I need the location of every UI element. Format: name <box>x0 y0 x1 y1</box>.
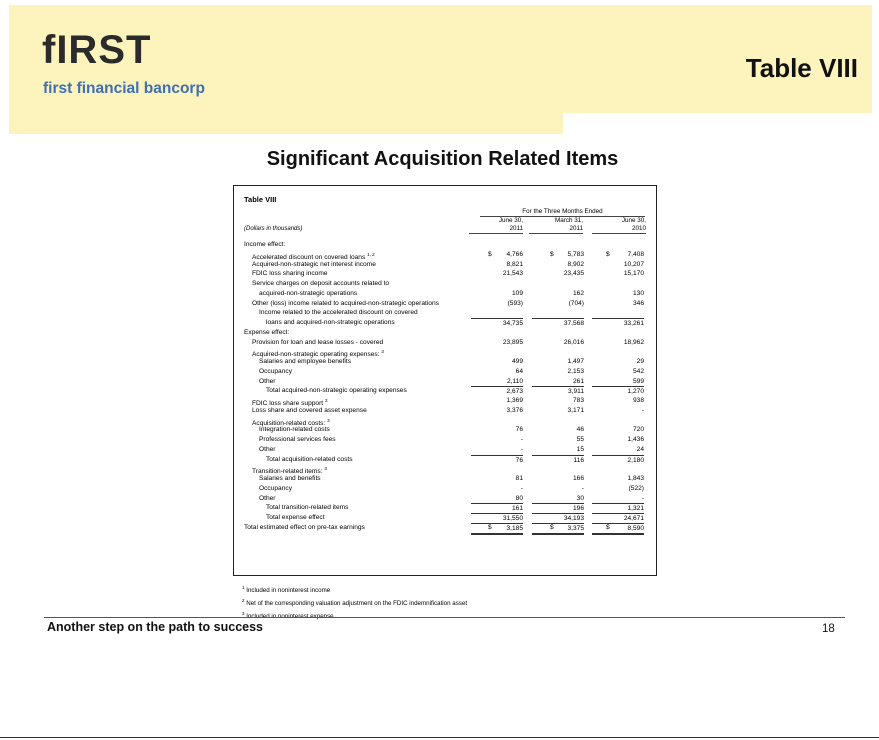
table-cell: 2,673 <box>471 386 523 396</box>
table-cell: 37,568 <box>532 318 584 328</box>
table-cell: 55 <box>576 436 584 443</box>
table-cell: - <box>520 484 523 492</box>
table-cell: 29 <box>636 358 644 365</box>
table-cell: 166 <box>572 475 584 482</box>
footnote-marker: 3 <box>324 398 328 403</box>
units-label: (Dollars in thousands) <box>244 226 303 232</box>
table-row <box>234 279 656 288</box>
table-cell: 783 <box>572 397 584 404</box>
table-cell: 3,375 <box>532 523 584 535</box>
table-cell: 10,207 <box>623 260 644 268</box>
footnote-marker: 3 <box>381 349 384 355</box>
row-label: FDIC loss sharing income <box>252 270 328 278</box>
table-cell: 3,185 <box>471 523 523 535</box>
table-cell: 542 <box>632 367 644 375</box>
currency-symbol: $ <box>606 250 610 258</box>
table-cell: 109 <box>511 289 523 297</box>
table-cell: 161 <box>471 503 523 513</box>
table-row <box>234 416 656 425</box>
row-label: Acquisition-related costs: $^3$ <box>252 417 330 427</box>
table-cell: - <box>520 436 523 443</box>
table-cell: 3,376 <box>506 406 523 414</box>
table-cell: 80 <box>515 494 523 502</box>
table-row <box>234 464 656 476</box>
row-label: Total transition-related items <box>266 504 349 512</box>
column-date: March 31, <box>555 217 583 224</box>
slide-heading: Significant Acquisition Related Items <box>266 148 619 170</box>
table-row <box>234 299 656 308</box>
table-cell: 1,321 <box>592 503 644 513</box>
row-label: Acquired-non-strategic operating expenses: $^3$ <box>252 349 384 359</box>
table-cell: 34,193 <box>532 513 584 523</box>
table-cell: 938 <box>632 397 644 404</box>
footnote-marker: 3 <box>324 466 327 472</box>
row-label: Occupancy <box>259 484 292 492</box>
table-cell: 7,408 <box>627 250 644 258</box>
period-header: For the Three Months Ended <box>480 208 645 217</box>
currency-symbol: $ <box>488 523 492 531</box>
table-cell: 76 <box>515 426 523 434</box>
table-row <box>234 367 656 376</box>
table-row <box>234 523 656 532</box>
currency-symbol: $ <box>606 523 610 531</box>
row-label: FDIC loss share support $^3$ <box>252 398 328 407</box>
table-cell: 23,435 <box>563 270 584 278</box>
row-label: Total estimated effect on pre-tax earnings <box>244 523 365 531</box>
row-label: Professional services fees <box>259 436 336 443</box>
currency-symbol: $ <box>488 250 492 258</box>
row-label: Accelerated discount on covered loans $^{1, 2}$ <box>252 251 375 261</box>
header-banner-notch <box>563 113 872 138</box>
table-cell: 3,171 <box>567 406 584 414</box>
table-cell: 18,962 <box>623 338 644 346</box>
row-label: Integration-related costs <box>259 426 330 434</box>
table-cell: 1,270 <box>592 386 644 396</box>
table-row <box>234 474 656 483</box>
table-cell: 1,369 <box>506 397 523 404</box>
row-label: Income effect: <box>244 241 286 248</box>
table-row <box>234 386 656 395</box>
table-cell: 46 <box>576 426 584 434</box>
row-label: Other (loss) income related to acquired-non-strategic operations <box>252 299 439 307</box>
table-cell: 8,902 <box>567 260 584 268</box>
row-label: Other <box>259 494 276 502</box>
table-cell: 1,843 <box>627 475 644 482</box>
table-cell: 81 <box>515 475 523 482</box>
table-cell: 8,590 <box>592 523 644 535</box>
table-cell: 23,895 <box>502 338 523 346</box>
table-cell: 2,110 <box>506 377 523 385</box>
column-header <box>529 217 583 234</box>
table-row <box>234 250 656 259</box>
table-cell: 1,436 <box>627 436 644 443</box>
page-number: 18 <box>822 623 835 635</box>
table-row <box>234 425 656 434</box>
table-row <box>234 289 656 298</box>
table-row <box>234 318 656 327</box>
table-cell: 196 <box>532 503 584 513</box>
row-label: loans and acquired-non-strategic operations <box>266 319 395 326</box>
table-cell: 599 <box>632 377 644 385</box>
table-cell: 76 <box>471 455 523 465</box>
bottom-divider <box>0 737 879 738</box>
table-cell: 34,735 <box>471 318 523 328</box>
table-row <box>234 494 656 503</box>
table-row <box>234 308 656 317</box>
table-cell: 346 <box>632 299 644 307</box>
table-cell: 1,497 <box>567 358 584 365</box>
company-logo-subtitle: first financial bancorp <box>43 80 205 97</box>
table-row <box>234 347 656 359</box>
table-cell: 24,671 <box>592 513 644 523</box>
row-label: Transition-related items: $^3$ <box>252 466 327 476</box>
table-cell: 4,766 <box>506 250 523 258</box>
table-cell: 26,016 <box>563 338 584 346</box>
table-cell: 116 <box>532 455 584 465</box>
financial-table <box>233 185 657 576</box>
table-row <box>234 406 656 415</box>
table-row <box>234 396 656 405</box>
table-cell: 33,261 <box>592 318 644 328</box>
footnote: $^2$ Net of the corresponding valuation adjustment on the FDIC indemnification asset <box>242 598 468 607</box>
slide-title: Table VIII <box>745 53 858 83</box>
row-label: Total expense effect <box>266 514 325 521</box>
currency-symbol: $ <box>550 250 554 258</box>
footnote: $^1$ Included in noninterest income <box>242 585 331 594</box>
column-year: 2011 <box>529 225 583 234</box>
table-cell: 3,911 <box>532 386 584 396</box>
row-label: Total acquisition-related costs <box>266 455 353 463</box>
table-cell: 162 <box>572 289 584 297</box>
table-title: Table VIII <box>244 195 277 204</box>
row-label: Salaries and benefits <box>259 475 321 482</box>
row-label: Provision for loan and lease losses - covered <box>252 338 384 346</box>
footnote-marker: 1, 2 <box>367 251 375 257</box>
table-cell: 21,543 <box>502 270 523 278</box>
footnote-marker: 3 <box>327 417 330 423</box>
column-year: 2010 <box>592 225 646 234</box>
table-row <box>234 269 656 278</box>
table-cell: 720 <box>632 426 644 434</box>
table-cell: - <box>520 445 523 453</box>
row-label: Total acquired-non-strategic operating expenses <box>266 387 407 395</box>
table-cell: - <box>641 494 644 502</box>
table-row <box>234 377 656 386</box>
table-cell: 8,821 <box>506 260 523 268</box>
table-cell: 15 <box>576 445 584 453</box>
table-row <box>234 260 656 269</box>
table-cell: 30 <box>576 494 584 502</box>
table-cell: 5,783 <box>567 250 584 258</box>
table-cell: 2,180 <box>592 455 644 465</box>
row-label: Acquired-non-strategic net interest income <box>252 260 376 268</box>
column-year: 2011 <box>469 225 523 234</box>
row-label: Service charges on deposit accounts related to <box>252 280 390 287</box>
footnote: 3 <box>242 611 245 616</box>
row-label: Expense effect: <box>244 328 290 336</box>
column-date: June 30, <box>498 217 523 224</box>
table-cell: 24 <box>636 445 644 453</box>
table-cell: 31,550 <box>471 513 523 523</box>
table-cell: (522) <box>628 484 644 492</box>
table-row <box>234 435 656 444</box>
table-row <box>234 513 656 522</box>
table-cell: 15,170 <box>623 270 644 278</box>
table-row <box>234 455 656 464</box>
table-row <box>234 503 656 512</box>
table-row <box>234 484 656 493</box>
table-cell: 499 <box>511 358 523 365</box>
table-cell: (704) <box>568 299 584 307</box>
row-label: Salaries and employee benefits <box>259 358 352 365</box>
table-row <box>234 328 656 337</box>
table-row <box>234 445 656 454</box>
table-cell: 64 <box>515 367 523 375</box>
column-date: June 30, <box>621 217 646 224</box>
row-label: acquired-non-strategic operations <box>259 289 358 297</box>
row-label: Other <box>259 377 276 385</box>
row-label: Loss share and covered asset expense <box>252 406 367 414</box>
company-logo-wordmark: fIRST <box>42 28 152 72</box>
table-cell: - <box>641 406 644 414</box>
table-cell: (593) <box>507 299 523 307</box>
column-header <box>469 217 523 234</box>
table-cell: 130 <box>632 289 644 297</box>
table-cell: 2,153 <box>567 367 584 375</box>
table-row <box>234 338 656 347</box>
row-label: Other <box>259 445 276 453</box>
table-cell: 261 <box>572 377 584 385</box>
column-header <box>592 217 646 234</box>
currency-symbol: $ <box>550 523 554 531</box>
row-label: Occupancy <box>259 367 292 375</box>
table-cell: - <box>581 484 584 492</box>
footer-divider <box>44 617 845 618</box>
row-label: Income related to the accelerated discount on covered <box>259 309 418 317</box>
table-row <box>234 357 656 366</box>
footer-tagline: Another step on the path to success <box>47 620 264 634</box>
table-row <box>234 240 656 249</box>
